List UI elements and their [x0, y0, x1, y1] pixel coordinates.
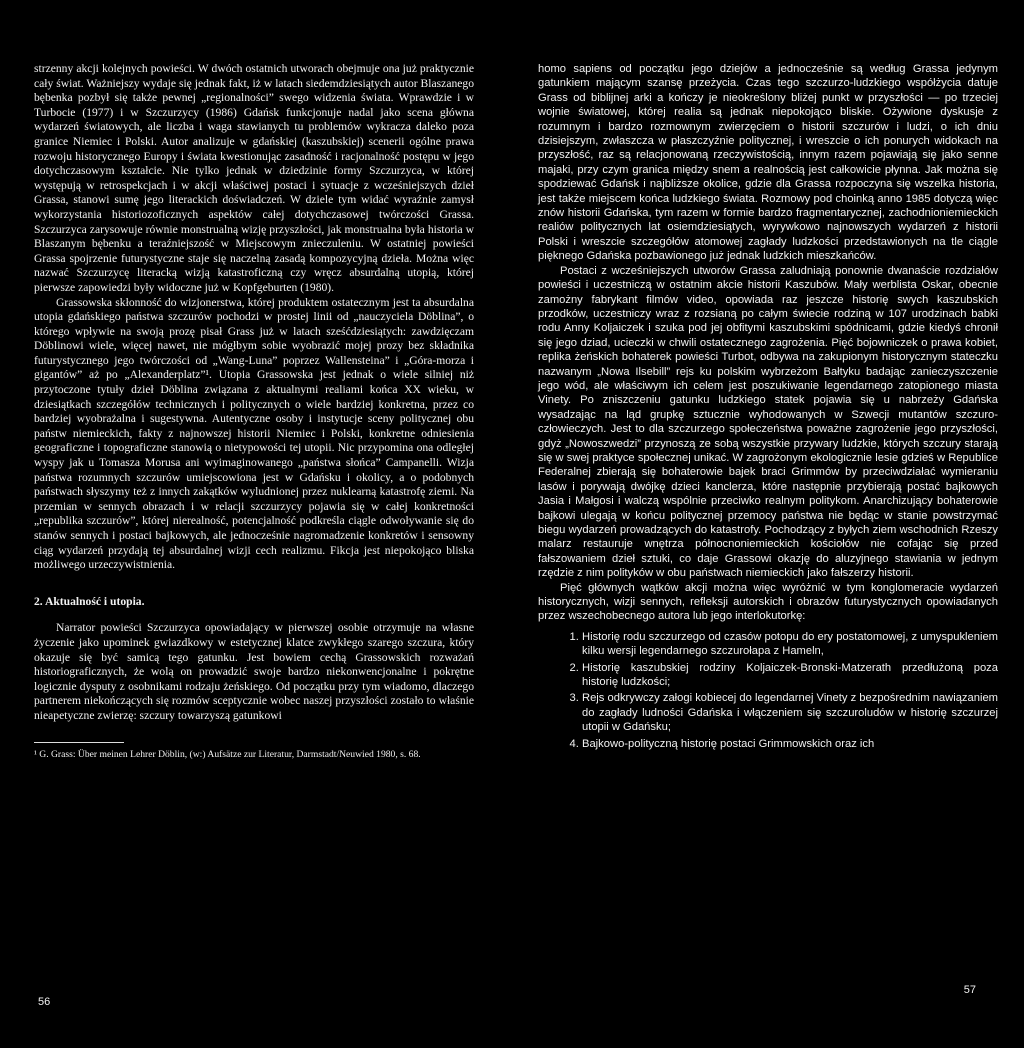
paragraph-1: strzenny akcji kolejnych powieści. W dwóch ostatnich utworach obejmuje ona już praktycznie cały świat. Ważniejszy wydaje się jednak fakt, iż w latach siedemdziesiątych autor Blaszanego bębenka pozbył się także pewnej „regionalności” swego widzenia świata. Wprawdzie i w Turbocie (1977) i w Szczurzycy (1986) Gdańsk funkcjonuje nadal jako scena główna wydarzeń światowych, ale liczba i waga stawianych tu problemów wykracza daleko poza granice Niemiec i Polski. Autor analizuje w gdańskiej (kaszubskiej) scenerii ogólne prawa rozwoju historycznego Europy i świata kwestionując zasadność i racjonalność postępu w jego dotychczasowym kształcie. Nie tylko jednak w dziedzinie formy Szczurzyca, w której występują w retrospekcjach i w akcji właściwej postaci i sytuacje z wcześniejszych dzieł Grassa, stanowi sumę jego literackich doświadczeń. W dziele tym widać wyraźnie zamysł wykorzystania historiozoficznych aspektów całej dotychczasowej twórczości Grassa. Szczurzyca zarysowuje równie monstrualną wizję przyszłości, jak monstrualna była historia w Blaszanym bębenku a teraźniejszość w Miejscowym znieczuleniu. W ostatniej powieści Grassa spojrzenie futurystyczne staje się naczelną zasadą kompozycyjną dzieła. Można więc nazwać Szczurzycę literacką wizją katastroficzną czy wręcz absurdalną utopią, której pierwsze zapowiedzi były widoczne już w Kopfgeburten (1980).: [34, 62, 474, 294]
section-title: 2. Aktualność i utopia.: [34, 594, 145, 608]
right-page: [512, 0, 1024, 1048]
left-text-column: [34, 62, 474, 761]
paragraph-1: homo sapiens od początku jego dziejów a jednocześnie są według Grassa jedynym gatunkiem mającym szansę przeżycia. Czas tego szczurzo-ludzkiego współżycia datuje Grass od biblijnej arki a kończy je nieokreślony bliżej punkt w przyszłości — po trzeciej wojnie światowej, której realia są jednak niepokojąco bliskie. Ożywione dyskusje z rozumnym i bardzo rozmownym zwierzęciem o historii szczurów i ludzi, o ich dniu dzisiejszym, zwłaszcza w płaszczyźnie politycznej, i wreszcie o ich ponurych widokach na przyszłość, raz są relacjonowaną rzeczywistością, innym razem pojawiają się jako senne majaki, przy czym granica między snem a realnością jest całkowicie płynna. Jak można się spodziewać Gdańsk i najbliższe okolice, gdzie dla Grassa rozpoczyna się wszelka historia, jest także miejscem końca ludzkiego świata. Rozmowy pod choinką anno 1985 dotyczą więc znów historii Gdańska, tym razem w formie bardzo fragmentarycznej, zachodnioniemieckich realiów politycznych lat osiemdziesiątych, wyrywkowo najnowszych wydarzeń z historii Polski i wreszcie szczegółów atomowej zagłady ludzkości przedstawionych na tle ciągle pięknego Gdańska pozbawionego już jednak ludzkich mieszkańców.: [538, 63, 998, 263]
paragraph-2: Grassowska skłonność do wizjonerstwa, której produktem ostatecznym jest ta absurdalna utopia gdańskiego państwa szczurów pochodzi w prostej linii od „nauczyciela Döblina”, o którego wpływie na swoją prozę pisał Grass już w latach sześćdziesiątych: zawdzięczam Döblinowi wiele, więcej nawet, nie mógłbym sobie wyobrazić mojej prozy bez składnika futurystycznego jego twórczości od „Wang-Luna” poprzez Wallensteina” i „Góra-morza i gigantów” aż po „Alexanderplatz”¹. Utopia Grassowska jest jednak o wiele silniej niż przytoczone tytuły dzieł Döblina związana z aktualnymi realiami końca XX wieku, w dziesiątkach szczegółów technicznych i politycznych o wiele bardziej konkretna, przez co bardziej wyobrażalna i sugestywna. Autentyczne osoby i instytucje sceny politycznej obu państw niemieckich, fakty z najnowszej historii Niemiec i Polski, konkretne odniesienia geograficzne i topograficzne stanowią o nietypowości tej utopii. Nic przypomina ona odległej wyspy jak u Tomasza Morusa ani wyimaginowanego „państwa słońca” Campanelli. Wizja państwa rozumnych szczurów umiejscowiona jest w Gdańsku i okolicy, a o podobnych państwach słyszymy też z innych zakątków wyludnionej przez nuklearną katastrofę ziemi. Na przemian w sennych obrazach i w relacji szczurzycy pojawia się w całej konkretności „republika szczurów”, której nierealność, potencjalność podkreśla ciągle odwoływanie się do stanów sennych i postaci bajkowych, ale jednocześnie nagromadzenie konkretów i sensowny ciąg wydarzeń przydają tej absurdalnej wizji cech realizmu. Fikcja jest niepokojąco bliska możliwego urzeczywistnienia.: [34, 295, 474, 572]
page-number-left: 56: [38, 996, 51, 1008]
paragraph-3: Pięć głównych wątków akcji można więc wyróżnić w tym konglomeracie wydarzeń historycznych, wizji sennych, refleksji autorskich i obrazów futurystycznych opowiadanych przez wszechobecnego autora lub jego interlokutorkę:: [538, 581, 998, 623]
section-paragraph: Narrator powieści Szczurzyca opowiadający w pierwszej osobie otrzymuje na własne życzenie jako upominek gwiazdkowy w estetycznej klatce zwykłego szarego szczura, który okazuje się być samicą tego gatunku. Jest bowiem cechą Grassowskich rozważań historiograficznych, że wolą on prowadzić swoje bardzo niekonwencjonalne i pokrętne logicznie dysputy z osobnikami rodzaju żeńskiego. Od początku przy tym wiadomo, dlaczego partnerem niekończących się rozmów sceptycznie wobec naszej przyszłości zostało to właśnie nieapetyczne zwierzę: szczury towarzyszą gatunkowi: [34, 621, 474, 722]
footnote: ¹ G. Grass: Über meinen Lehrer Döblin, (w:) Aufsätze zur Literatur, Darmstadt/Neuwied 1980, s. 68.: [34, 748, 421, 760]
footnote-divider: [34, 742, 124, 743]
list-item: 2. Historię kaszubskiej rodziny Koljaiczek-Bronski-Matzerath przedłużoną poza historię ludzkości;: [582, 661, 998, 690]
page-number-right: 57: [963, 984, 976, 996]
paragraph-2: Postaci z wcześniejszych utworów Grassa zaludniają ponownie dwanaście rozdziałów powieści i uczestniczą w ostatnim akcie historii Kaszubów. Mały werblista Oskar, obecnie zamożny fabrykant filmów video, opowiada raz jeszcze historię swych kaszubskich przodków, uczestniczy wraz z rozsianą po całym świecie rodziną w 107 urodzinach babki rodu Anny Koljaiczek i szuka pod jej obfitymi kaszubskimi spódnicami, gdzie kiedyś chronił się jego dziad, ucieczki w chwili ostatecznego zagrożenia. Pięć bojowniczek o prawa kobiet, replika żeńskich bohaterek powieści Turbot, odbywa na zakupionym historycznym stateczku nazwanym „Nowa Ilsebill” rejs ku polskim wybrzeżom Bałtyku badając zanieczyszczenie jego wód, ale właściwym ich celem jest poszukiwanie legendarnego zatopionego miasta Vinety. Po zniszczeniu gatunku ludzkiego statek pojawia się u nabrzeży Gdańska wysadzając na ląd grupkę sztucznie wyhodowanych w Szwecji mutantów szczuro-człowieczych. Jest to dla szczurzego społeczeństwa poważne zagrożenie jego przyszłości, gdyż „Nowoszwedzi” przynoszą ze sobą wszystkie przywary ludzkie, których szczury starają się w swej praktyce społecznej unikać. W zagrożonym ekologicznie lesie gdzieś w Republice Federalnej zbierają się bohaterowie bajek braci Grimmów by przeciwdziałać wymieraniu lasów i porywają dwójkę dzieci kanclerza, które następnie przybierają postać bajkowych Jasia i Małgosi i walczą wspólnie przeciwko realnym politykom. Anarchizujący bohaterowie bajkowi ulegają w końcu politycznej przemocy państwa nie będąc w stanie powstrzymać biegu wydarzeń prowadzących do katastrofy. Pochodzący z byłych ziem wschodnich Rzeszy malarz restauruje wnętrza północnoniemieckich kościołów nie cofając się przed fałszowaniem dzieł sztuki, co daje Grassowi okazję do aluzyjnego stawiania w jednym rzędzie z nim polityków w obu państwach niemieckich jako fałszerzy historii.: [538, 264, 998, 580]
list-item: 4. Bajkowo-polityczną historię postaci Grimmowskich oraz ich: [582, 737, 998, 751]
list-item: 1. Historię rodu szczurzego od czasów potopu do ery postatomowej, z umyspukleniem kilku wersji legendarnego szczurołapa z Hameln,: [582, 630, 998, 659]
list-item: 3. Rejs odkrywczy załogi kobiecej do legendarnej Vinety z bezpośrednim nawiązaniem do zagłady ludności Gdańska i włączeniem się szczuroludów w historię szczurzej utopii w Gdańsku;: [582, 691, 998, 734]
right-text-column: [538, 62, 998, 753]
plot-threads-list: [538, 630, 998, 751]
